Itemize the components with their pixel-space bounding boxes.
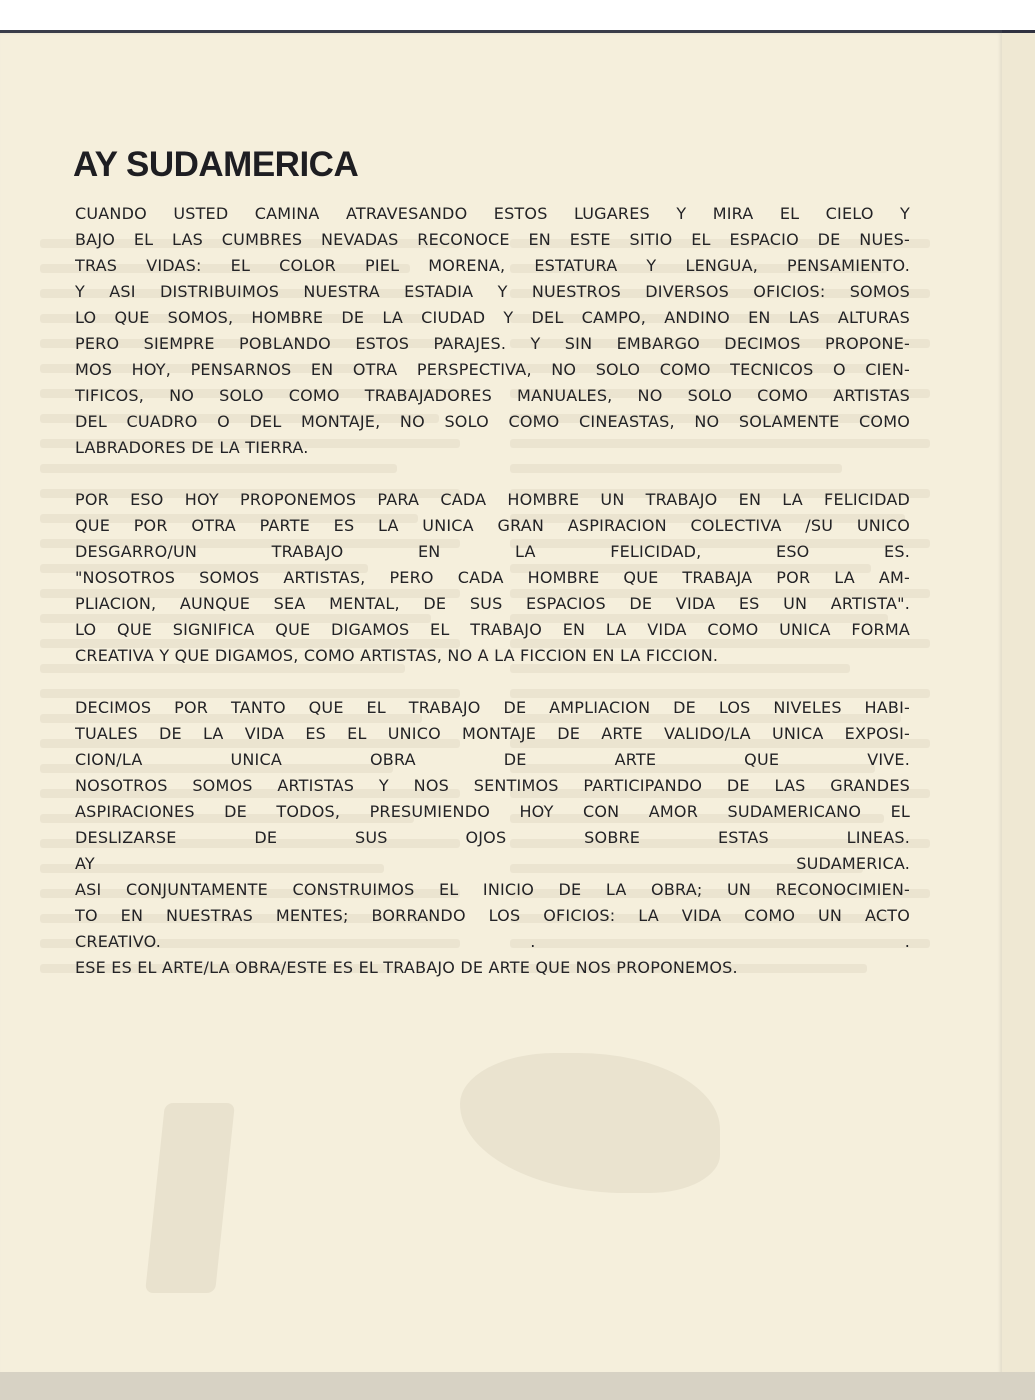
text-line: CION/LA UNICA OBRA DE ARTE QUE VIVE.	[75, 750, 910, 769]
text-line: DECIMOS POR TANTO QUE EL TRABAJO DE AMPLIACION DE LOS NIVELES HABI-	[75, 698, 910, 717]
paragraph	[75, 201, 910, 461]
paragraph	[75, 695, 910, 981]
text-line: CUANDO USTED CAMINA ATRAVESANDO ESTOS LUGARES Y MIRA EL CIELO Y	[75, 204, 910, 223]
page-edge-strip	[1002, 30, 1035, 1375]
text-line: DESLIZARSE DE SUS OJOS SOBRE ESTAS LINEAS.	[75, 828, 910, 847]
text-line: CREATIVO. . .	[75, 932, 910, 951]
text-line: ASI CONJUNTAMENTE CONSTRUIMOS EL INICIO DE LA OBRA; UN RECONOCIMIEN-	[75, 880, 910, 899]
text-line: POR ESO HOY PROPONEMOS PARA CADA HOMBRE UN TRABAJO EN LA FELICIDAD	[75, 490, 910, 509]
text-line: LABRADORES DE LA TIERRA.	[75, 438, 309, 457]
text-line: DEL CUADRO O DEL MONTAJE, NO SOLO COMO CINEASTAS, NO SOLAMENTE COMO	[75, 412, 910, 431]
manifesto-text	[75, 201, 910, 1007]
text-line: DESGARRO/UN TRABAJO EN LA FELICIDAD, ESO ES.	[75, 542, 910, 561]
text-line: TO EN NUESTRAS MENTES; BORRANDO LOS OFICIOS: LA VIDA COMO UN ACTO	[75, 906, 910, 925]
text-line: AY SUDAMERICA.	[75, 854, 910, 873]
text-line: LO QUE SOMOS, HOMBRE DE LA CIUDAD Y DEL CAMPO, ANDINO EN LAS ALTURAS	[75, 308, 910, 327]
text-line: PERO SIEMPRE POBLANDO ESTOS PARAJES. Y SIN EMBARGO DECIMOS PROPONE-	[75, 334, 910, 353]
paragraph	[75, 487, 910, 669]
text-line: TIFICOS, NO SOLO COMO TRABAJADORES MANUALES, NO SOLO COMO ARTISTAS	[75, 386, 910, 405]
text-line: CREATIVA Y QUE DIGAMOS, COMO ARTISTAS, NO A LA FICCION EN LA FICCION.	[75, 646, 719, 665]
text-line: NOSOTROS SOMOS ARTISTAS Y NOS SENTIMOS PARTICIPANDO DE LAS GRANDES	[75, 776, 910, 795]
page-title: AY SUDAMERICA	[73, 145, 359, 184]
scan-bottom-band	[0, 1372, 1035, 1400]
text-line: PLIACION, AUNQUE SEA MENTAL, DE SUS ESPACIOS DE VIDA ES UN ARTISTA".	[75, 594, 910, 613]
text-line: "NOSOTROS SOMOS ARTISTAS, PERO CADA HOMBRE QUE TRABAJA POR LA AM-	[75, 568, 910, 587]
paper-page	[0, 30, 1002, 1375]
text-line: BAJO EL LAS CUMBRES NEVADAS RECONOCE EN ESTE SITIO EL ESPACIO DE NUES-	[75, 230, 910, 249]
text-line: MOS HOY, PENSARNOS EN OTRA PERSPECTIVA, NO SOLO COMO TECNICOS O CIEN-	[75, 360, 910, 379]
text-line: Y ASI DISTRIBUIMOS NUESTRA ESTADIA Y NUESTROS DIVERSOS OFICIOS: SOMOS	[75, 282, 910, 301]
text-line: ASPIRACIONES DE TODOS, PRESUMIENDO HOY CON AMOR SUDAMERICANO EL	[75, 802, 910, 821]
text-line: QUE POR OTRA PARTE ES LA UNICA GRAN ASPIRACION COLECTIVA /SU UNICO	[75, 516, 910, 535]
text-line: TRAS VIDAS: EL COLOR PIEL MORENA, ESTATURA Y LENGUA, PENSAMIENTO.	[75, 256, 910, 275]
text-line: ESE ES EL ARTE/LA OBRA/ESTE ES EL TRABAJO DE ARTE QUE NOS PROPONEMOS.	[75, 958, 738, 977]
text-line: LO QUE SIGNIFICA QUE DIGAMOS EL TRABAJO EN LA VIDA COMO UNICA FORMA	[75, 620, 910, 639]
text-line: TUALES DE LA VIDA ES EL UNICO MONTAJE DE ARTE VALIDO/LA UNICA EXPOSI-	[75, 724, 910, 743]
